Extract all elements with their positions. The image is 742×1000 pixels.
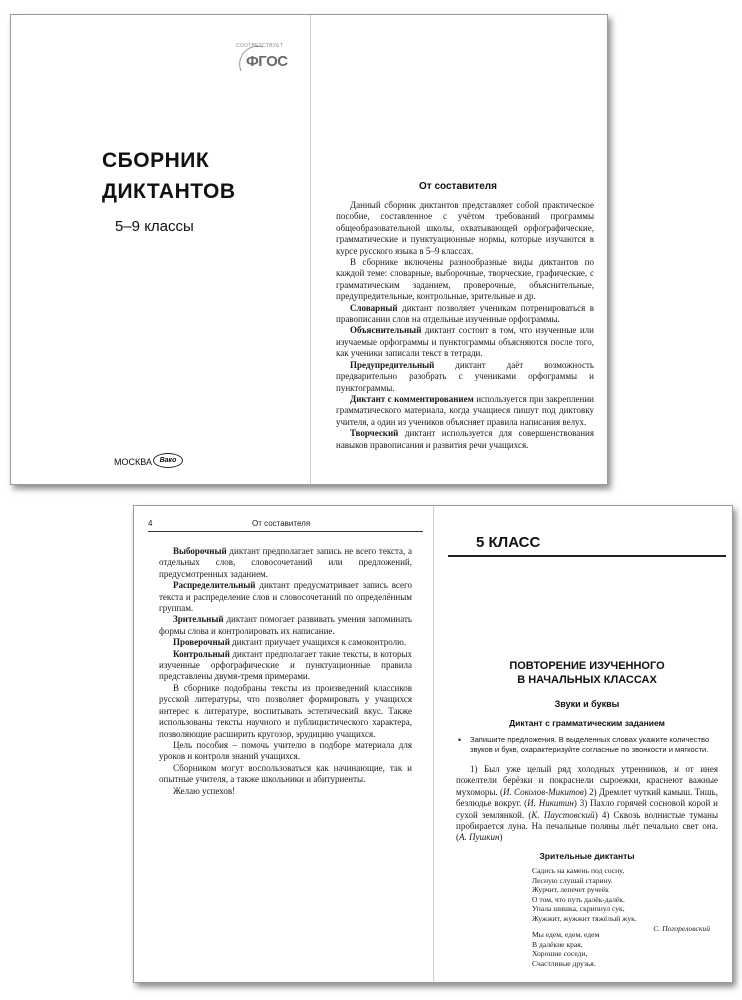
poem-line: Садись на камень под сосну, — [532, 866, 625, 875]
paragraph-text: диктант позволяет ученикам потренироваться в правописании слов на отдельные изученные орфограммы. — [336, 302, 594, 325]
poem-line: Счастливые друзья. — [532, 958, 596, 968]
publisher-city: МОСКВА — [114, 457, 152, 467]
paragraph — [336, 428, 594, 451]
paragraph — [159, 763, 412, 786]
section-title-line1: ПОВТОРЕНИЕ ИЗУЧЕННОГО — [509, 660, 665, 672]
dictation-sentence: ) 4) Сквозь волнистые туманы пробирается луна. На печальные поляны льёт печально свет она. ( — [456, 809, 718, 843]
page-4-body — [159, 546, 412, 797]
book-title-line2: ДИКТАНТОВ — [102, 180, 236, 203]
paragraph — [336, 303, 594, 326]
paragraph — [159, 786, 412, 797]
task-instruction: • Запишите предложения. В выделенных словах укажите количество звуков и букв, охарактеризуйте согласные по звонкости и мягкости. — [456, 735, 718, 755]
paragraph-text: В сборнике подобраны тексты из произведений классиков русской литературы, что позволяет формировать у учащихся интерес к литературе, воспитывать эстетический вкус. Также использованы тексты научного и публицистического характера, позволяющие расширить кругозор, эрудицию учащихся. — [159, 682, 412, 739]
paragraph-lead-term: Контрольный — [173, 648, 230, 659]
paragraph-text: диктант предусматривает запись всего текста и распределение слов и словосочетаний по определённым группам. — [159, 580, 412, 614]
section-title-line2: В НАЧАЛЬНЫХ КЛАССАХ — [517, 674, 657, 686]
poem-line: Жужжит, жужжит тяжёлый жук. — [532, 913, 637, 923]
dictation-author: А. Пушкин — [459, 832, 500, 843]
paragraph-text: Цель пособия – помочь учителю в подборе материала для уроков и контроля знаний учащихся. — [159, 739, 412, 762]
paragraph-text: диктант используется для совершенствования навыков правописания и развития речи учащихся. — [336, 428, 594, 450]
paragraph — [336, 394, 594, 428]
dictation-author: К. Паустовский — [531, 809, 595, 820]
cover-page — [11, 15, 310, 484]
intro-page — [321, 15, 609, 484]
page-number: 4 — [148, 519, 153, 528]
poem-author: С. Погореловский — [653, 923, 710, 933]
book-grades: 5–9 классы — [115, 218, 194, 235]
paragraph-lead-term: Диктант с комментированием — [350, 393, 474, 404]
paragraph-lead-term: Проверочный — [173, 637, 230, 648]
paragraph-text: Сборником могут воспользоваться как начинающие, так и опытные учителя, а также школьники и абитуриенты. — [159, 762, 412, 785]
book-title — [102, 145, 236, 207]
paragraph — [159, 683, 412, 740]
dictation-sentence: ) 2) Дремлет чуткий камыш. Тишь, безлюдье вокруг. ( — [456, 786, 718, 809]
paragraph-lead-term: Словарный — [350, 302, 398, 313]
intro-body — [336, 200, 594, 451]
dictation-sentence: ) — [499, 832, 503, 843]
fgos-caption: СООТВЕТСТВУЕТ — [236, 43, 284, 49]
paragraph — [336, 257, 594, 303]
poem-line: Лесную слушай старину. — [532, 875, 613, 885]
poem-line: В далёкие края, — [532, 939, 583, 949]
paragraph — [159, 637, 412, 648]
paragraph-text: диктант даёт возможность предварительно разобрать с учениками орфограммы и пунктограммы. — [336, 359, 594, 393]
section-title — [448, 659, 726, 687]
paragraph — [336, 325, 594, 359]
paragraph-text: используется при закреплении грамматического материала, когда учащиеся пишут под диктовку учителя, а один из учеников объясняет правила написания велух. — [336, 393, 594, 427]
fgos-logo — [233, 41, 288, 81]
paragraph-lead-term: Зрительный — [173, 614, 224, 625]
paragraph — [159, 614, 412, 637]
paragraph-lead-term: Творческий — [350, 428, 399, 439]
grade-heading: 5 КЛАСС — [476, 534, 541, 551]
poem-1 — [532, 866, 710, 933]
paragraph — [336, 360, 594, 394]
paragraph-text: диктант предполагает запись не всего текста, а отдельных слов, словосочетаний или предложений, предусмотренных заданием. — [159, 546, 412, 579]
page-4 — [134, 506, 433, 982]
paragraph-text: В сборнике включены разнообразные виды диктантов по каждой теме: словарные, выборочные, творческие, графические, с грамматическим заданием, проверочные, объяснительные, предупредительные, контрольные, зрительные и др. — [336, 257, 594, 302]
content-spread — [133, 505, 733, 983]
paragraph — [336, 200, 594, 257]
paragraph-text: Желаю успехов! — [173, 785, 236, 796]
running-title: От составителя — [252, 519, 311, 528]
paragraph — [159, 740, 412, 763]
intro-heading: От составителя — [419, 181, 497, 192]
cover-spread — [10, 14, 608, 485]
dictation-author: И. Соколов-Микитов — [502, 786, 584, 797]
paragraph-text: диктант состоит в том, что изученные или изучаемые орфограммы и пунктограммы объясняются после того, как ученики записали текст в тетради. — [336, 325, 594, 359]
poem-line: Хорошие соседи, — [532, 949, 588, 959]
paragraph-text: диктант помогает развивать умения запоминать формы слова и контролировать их написание. — [159, 614, 412, 636]
poem-line: Журчит, лепечет ручеёк — [532, 885, 609, 895]
running-header — [148, 518, 423, 532]
visual-dictations-heading: Зрительные диктанты — [539, 851, 635, 861]
poem-line: О том, что путь далёк-далёк. — [532, 894, 625, 904]
dictation-type-heading: Диктант с грамматическим заданием — [509, 718, 665, 728]
page-5 — [434, 506, 734, 982]
paragraph — [159, 649, 412, 683]
dictation-sentence: 1) Был уже целый ряд холодных утренников, и от инея пожелтели берёзки и покраснели сыроежки, краснеют важные мухоморы. ( — [456, 764, 718, 797]
poem-2 — [532, 930, 710, 968]
paragraph-text: Данный сборник диктантов представляет собой практическое пособие, составленное с учётом требований программы общеобразовательной школы, охватывающей орфографические, грамматические и пунктуационные нормы, которые изучаются в курсе русского языка в 5–9 классах. — [336, 200, 594, 256]
publisher-logo: Вако — [153, 453, 183, 468]
paragraph-text: диктант приучает учащихся к самоконтролю. — [229, 637, 407, 648]
paragraph — [159, 580, 412, 614]
poem-line: Мы едем, едем, едем — [532, 930, 600, 939]
paragraph — [159, 546, 412, 580]
heading-rule — [448, 555, 726, 557]
poem-line: Упала шишка, скрипнул сук, — [532, 904, 625, 914]
dictation-author: И. Никитин — [527, 798, 574, 809]
dictation-sentence: ) 3) Пахло горячей сосновой корой и сухой землянкой. ( — [456, 798, 718, 820]
dictation-text — [456, 764, 718, 844]
paragraph-text: диктант предполагает такие тексты, в которых изученные орфографические и пунктуационные правила представлены двумя-тремя примерами. — [159, 648, 412, 682]
fgos-text: ФГОС — [246, 53, 288, 70]
paragraph-lead-term: Выборочный — [173, 546, 227, 556]
book-title-line1: СБОРНИК — [102, 149, 210, 172]
topic-heading: Звуки и буквы — [554, 699, 620, 709]
paragraph-lead-term: Предупредительный — [350, 359, 435, 370]
paragraph-lead-term: Распределительный — [173, 580, 256, 591]
paragraph-lead-term: Объяснительный — [350, 325, 422, 336]
spread-spine — [310, 15, 311, 484]
